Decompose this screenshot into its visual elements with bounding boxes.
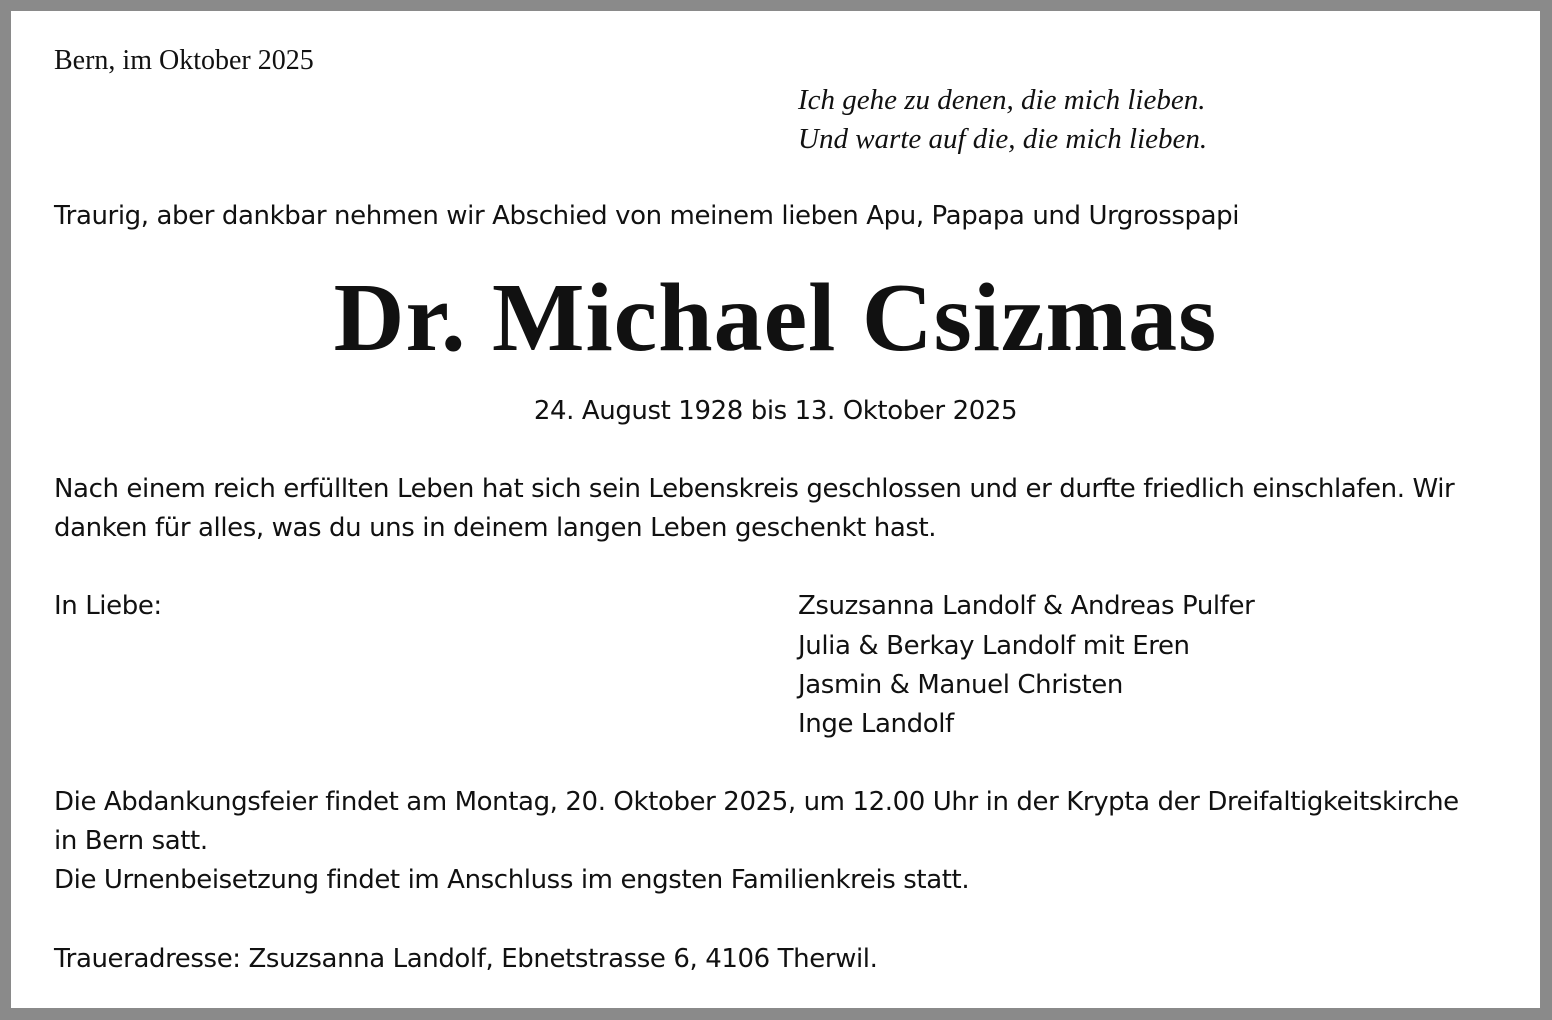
mourner-name: Inge Landolf	[798, 709, 954, 739]
message-line-1: Nach einem reich erfüllten Leben hat sich sein Lebenskreis geschlossen und er durfte friedlich einschlafen. Wir	[54, 474, 1455, 504]
place-date: Bern, im Oktober 2025	[54, 45, 314, 76]
ceremony-line-2: in Bern satt.	[54, 826, 208, 856]
motto-line-2: Und warte auf die, die mich lieben.	[798, 123, 1208, 155]
mourner-name: Jasmin & Manuel Christen	[798, 670, 1123, 700]
obituary-notice	[11, 11, 1540, 1008]
mourner-name: Julia & Berkay Landolf mit Eren	[798, 631, 1190, 661]
message-line-2: danken für alles, was du uns in deinem langen Leben geschenkt hast.	[54, 513, 937, 543]
intro-text: Traurig, aber dankbar nehmen wir Abschied von meinem lieben Apu, Papapa und Urgrosspapi	[54, 201, 1240, 231]
mourner-name: Zsuzsanna Landolf & Andreas Pulfer	[798, 591, 1255, 621]
ceremony-line-1: Die Abdankungsfeier findet am Montag, 20. Oktober 2025, um 12.00 Uhr in der Krypta der Dreifaltigkeitskirche	[54, 787, 1459, 817]
motto-line-1: Ich gehe zu denen, die mich lieben.	[798, 84, 1206, 116]
ceremony-line-3: Die Urnenbeisetzung findet im Anschluss im engsten Familienkreis statt.	[54, 865, 970, 895]
mourners-label: In Liebe:	[54, 591, 162, 621]
mourning-address: Traueradresse: Zsuzsanna Landolf, Ebnetstrasse 6, 4106 Therwil.	[54, 944, 878, 974]
life-dates: 24. August 1928 bis 13. Oktober 2025	[533, 396, 1018, 426]
deceased-name: Dr. Michael Csizmas	[333, 264, 1218, 372]
